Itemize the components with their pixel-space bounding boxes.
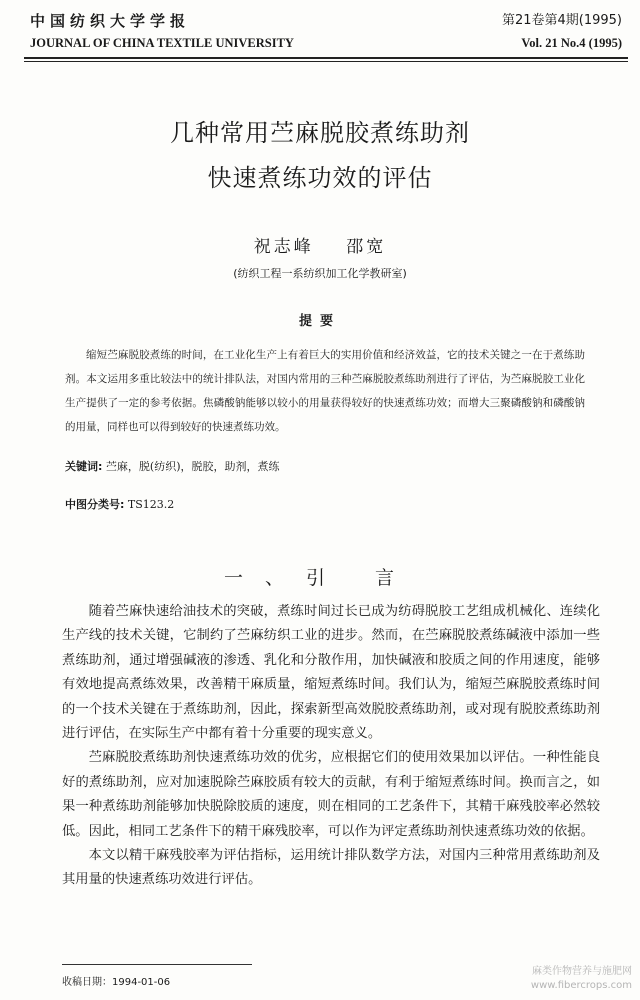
watermark-line1: 麻类作物营养与施肥网 <box>532 966 632 977</box>
body-paragraph-3: 本文以精干麻残胶率为评估指标，运用统计排队数学方法，对国内三种常用煮练助剂及其用量的快速煮练功效进行评估。 <box>62 848 600 888</box>
watermark-line2: www.fibercrops.com <box>530 980 632 991</box>
journal-name-en: JOURNAL OF CHINA TEXTILE UNIVERSITY <box>30 36 294 50</box>
section-heading: 一、引 言 <box>223 567 417 589</box>
journal-name-cn: 中国纺织大学学报 <box>30 12 191 30</box>
affiliation: (纺织工程一系纺织加工化学教研室) <box>233 267 407 280</box>
watermark <box>531 965 632 993</box>
body-text <box>62 600 600 893</box>
volume-issue-en: Vol. 21 No.4 (1995) <box>521 36 622 50</box>
keywords-line <box>65 458 280 474</box>
body-paragraph-2: 苎麻脱胶煮练助剂快速煮练功效的优劣，应根据它们的使用效果加以评估。一种性能良好的煮练助剂，应对加速脱除苎麻胶质有较大的贡献，有利于缩短煮练时间。换而言之，如果一种煮练助剂能够加快脱除胶质的速度，则在相同的工艺条件下，其精干麻残胶率必然较低。因此，相同工艺条件下的精干麻残胶率，可以作为评定煮练助剂快速煮练功效的依据。 <box>62 750 600 839</box>
paper-title-line1: 几种常用苎麻脱胶煮练助剂 <box>170 119 470 147</box>
header-rule-thin <box>24 61 628 62</box>
body-paragraph-1: 随着苎麻快速给油技术的突破，煮练时间过长已成为纺碍脱胶工艺组成机械化、连续化生产线的技术关键，它制约了苎麻纺织工业的进步。然而，在苎麻脱胶煮练碱液中添加一些煮练助剂，通过增强碱液的渗透、乳化和分散作用，加快碱液和胶质之间的作用速度，能够有效地提高煮练效果，改善精干麻质量，缩短煮练时间。我们认为，缩短苎麻脱胶煮练时间的一个技术关键在于煮练助剂，因此，探索新型高效脱胶煮练助剂，或对现有脱胶煮练助剂进行评估，在实际生产中都有着十分重要的现实意义。 <box>62 604 600 742</box>
footnote-rule <box>62 964 252 965</box>
received-date-footnote: 收稿日期：1994-01-06 <box>62 977 171 988</box>
classification-label: 中图分类号: <box>65 498 125 511</box>
keywords-value: 苎麻，脱(纺织)，脱胶，助剂，煮练 <box>105 460 280 473</box>
abstract-heading: 提要 <box>298 314 341 329</box>
classification-value: TS123.2 <box>127 498 175 511</box>
volume-issue-cn: 第21卷第4期(1995) <box>501 13 622 28</box>
header-rule-thick <box>24 57 628 59</box>
classification-line <box>65 496 174 512</box>
authors: 祝志峰 邵宽 <box>253 237 387 257</box>
keywords-label: 关键词: <box>65 460 103 473</box>
abstract-text: 缩短苎麻脱胶煮练的时间，在工业化生产上有着巨大的实用价值和经济效益，它的技术关键之一在于煮练助剂。本文运用多重比较法中的统计排队法，对国内常用的三种苎麻脱胶煮练助剂进行了评估，为苎麻脱胶工业化生产提供了一定的参考依据。焦磷酸钠能够以较小的用量获得较好的快速煮练功效；而增大三聚磷酸钠和磷酸钠的用量，同样也可以得到较好的快速煮练功效。 <box>65 349 585 433</box>
paper-title-line2: 快速煮练功效的评估 <box>207 164 433 192</box>
